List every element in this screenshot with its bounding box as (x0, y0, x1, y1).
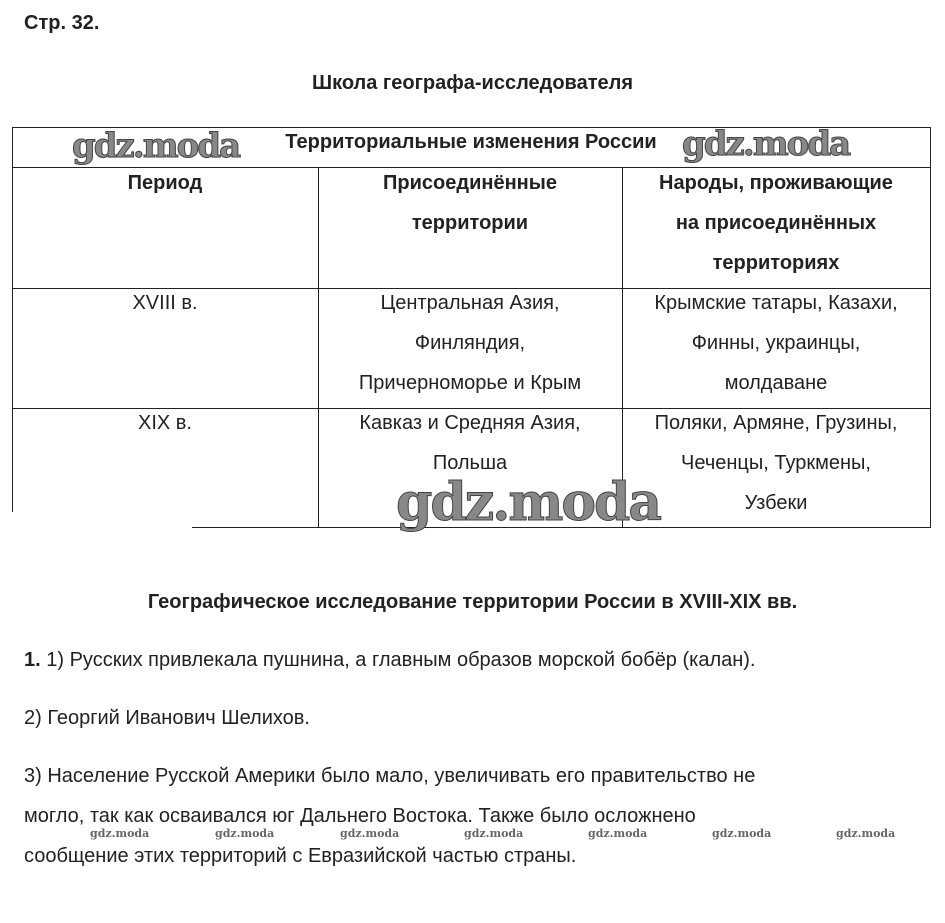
table-row-peoples: Поляки, Армяне, Грузины, Чеченцы, Туркмены, Узбеки (654, 412, 898, 514)
page: Стр. 32. Школа географа-исследователя Территориальные изменения России Период Присоединённые территории Народы, проживающие на присоединённых территориях XVIII в. Центральная Азия, Финляндия, Причерноморье и Крым Крымские татары, Казахи, Финны, украинцы, молдаване XIX в. Кавказ и Средняя Азия, Польша Поляки, Армяне, Грузины, Чеченцы, Туркмены, Узбеки gdz.moda gdz.moda gdz.moda Географическое исследование территории России в XVIII-XIX вв. 1. 1) Русских привлекала пушнина, а главным образов морской бобёр (калан). 2) Георгий Иванович Шелихов. 3) Население Русской Америки было мало, увеличивать его правительство не могло, так как осваивался юг Дальнего Востока. Также было осложнено сообщение этих территорий с Евразийской частью страны. gdz.moda gdz.moda gdz.moda gdz.moda gdz.moda gdz.moda gdz.moda (0, 0, 945, 923)
table-row-territories: Кавказ и Средняя Азия, Польша (359, 412, 581, 474)
watermark: gdz.moda (72, 126, 240, 166)
watermark: gdz.moda (396, 472, 661, 533)
section-title: Школа географа-исследователя (311, 72, 634, 94)
answer-3: 3) Население Русской Америки было мало, увеличивать его правительство не могло, так как осваивался юг Дальнего Востока. Также было осложнено сообщение этих территорий с Евразийской частью страны. (24, 765, 756, 867)
watermark: gdz.moda (682, 124, 850, 164)
answer-1: 1. 1) Русских привлекала пушнина, а главным образов морской бобёр (калан). (24, 649, 756, 671)
header-peoples: Народы, проживающие на присоединённых территориях (659, 172, 893, 274)
table-row-period: XIX в. (138, 412, 192, 434)
header-period: Период (127, 172, 203, 194)
answer-2: 2) Георгий Иванович Шелихов. (24, 707, 310, 729)
table-row-period: XVIII в. (132, 292, 198, 314)
table-row-peoples: Крымские татары, Казахи, Финны, украинцы, молдаване (654, 292, 898, 394)
section2-title: Географическое исследование территории России в XVIII-XIX вв. (147, 591, 798, 613)
table-row-territories: Центральная Азия, Финляндия, Причерноморье и Крым (358, 292, 582, 394)
header-territories: Присоединённые территории (383, 172, 557, 234)
table-title: Территориальные изменения России (285, 131, 657, 153)
page-label: Стр. 32. (24, 12, 100, 34)
